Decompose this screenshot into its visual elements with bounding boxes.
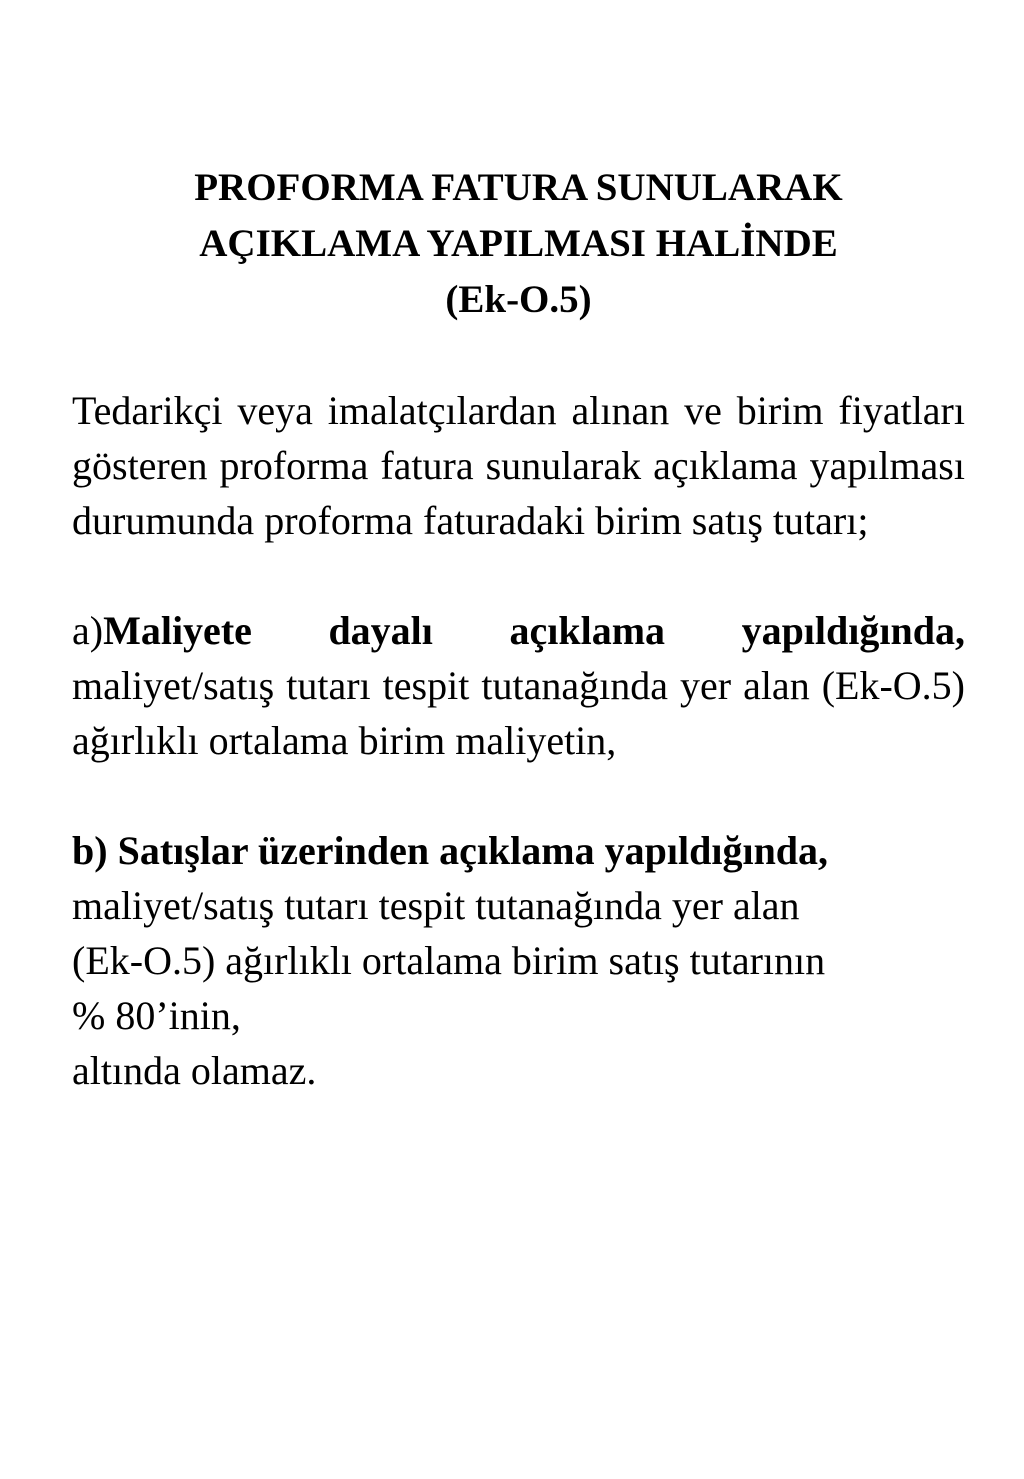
title-line-3: (Ek-O.5) [445,278,592,321]
section-a-paragraph [72,603,965,768]
section-b-line-2: (Ek-O.5) ağırlıklı ortalama birim satış tutarının [72,938,826,983]
title-line-2: AÇIKLAMA YAPILMASI HALİNDE [199,222,838,265]
section-a-body: maliyet/satış tutarı tespit tutanağında yer alan (Ek-O.5) ağırlıklı ortalama birim maliyetin, [72,663,965,763]
document-page [72,160,965,1098]
section-b-paragraph [72,823,965,1098]
section-b-line-1: maliyet/satış tutarı tespit tutanağında yer alan [72,883,800,928]
section-b-heading: b) Satışlar üzerinden açıklama yapıldığında, [72,828,829,873]
intro-paragraph: Tedarikçi veya imalatçılardan alınan ve birim fiyatları gösteren proforma fatura sunularak açıklama yapılması durumunda proforma faturadaki birim satış tutarı; [72,388,965,543]
section-a-heading: Maliyete dayalı açıklama yapıldığında, [103,608,965,653]
section-b-line-3: % 80’inin, [72,993,241,1038]
title-line-1: PROFORMA FATURA SUNULARAK [194,166,843,209]
document-title [72,160,965,328]
section-b-line-4: altında olamaz. [72,1048,317,1093]
section-a-prefix: a) [72,608,104,653]
